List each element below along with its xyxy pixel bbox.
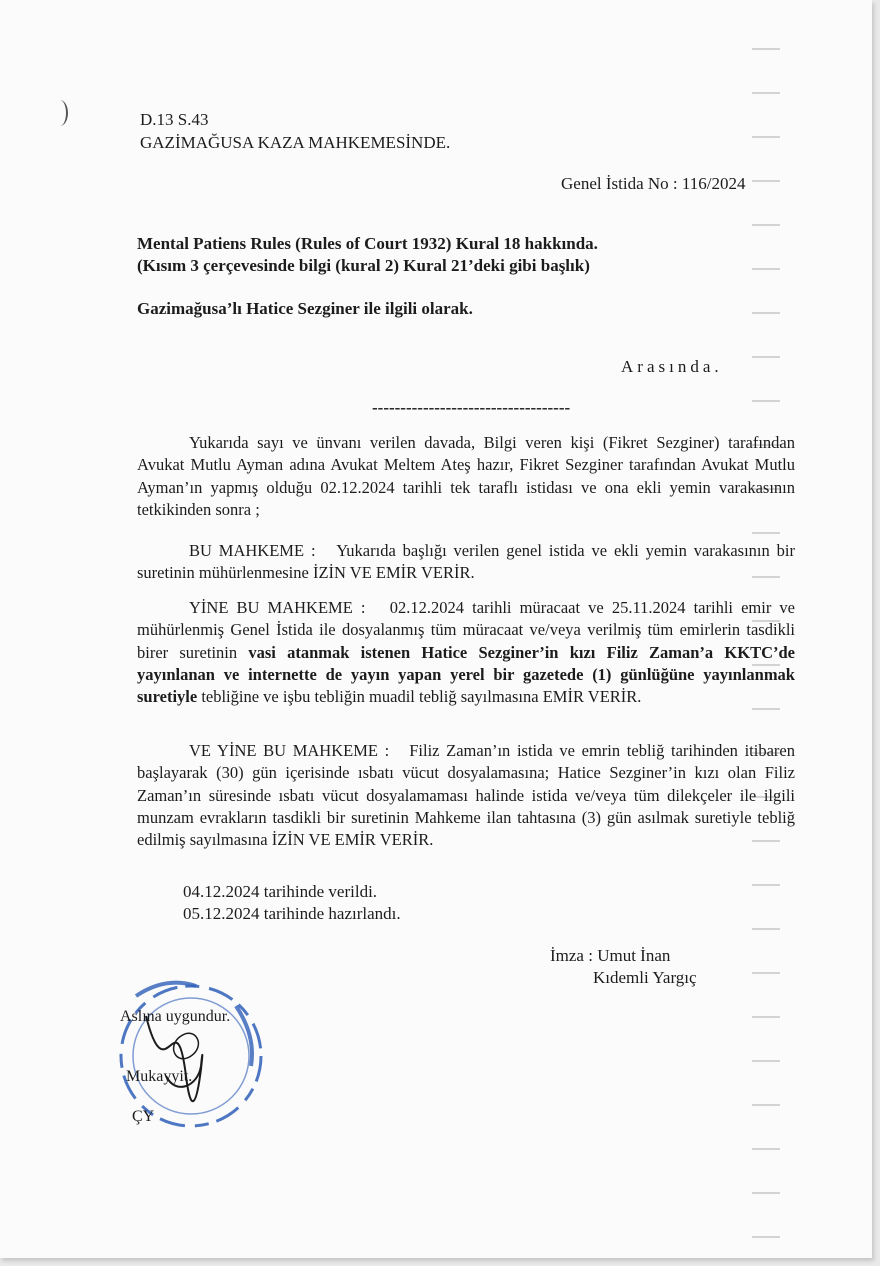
paragraph-3 xyxy=(137,597,795,708)
paragraph-4-text: Filiz Zaman’ın istida ve emrin tebliğ tarihinden itibaren başlayarak (30) gün içerisinde ısbatı vücut dosyalamasına; Hatice Sezginer’in kızı olan Filiz Zaman’ın süresinde ısbatı vücut dosyalamaması halinde istida ve/veya tüm dilekçeler ile ilgili munzam evrakların tasdikli bir suretinin Mahkeme ilan tahtasına (3) gün asılmak suretiyle tebliğ edilmiş sayılmasına İZİN VE EMİR VERİR. xyxy=(137,741,795,850)
paragraph-3-text-c: tebliğine ve işbu tebliğin muadil tebliğ sayılmasına EMİR VERİR. xyxy=(201,687,642,707)
paragraph-2 xyxy=(137,540,795,585)
case-reference: D.13 S.43 xyxy=(140,110,209,129)
official-stamp xyxy=(106,976,266,1136)
stamp-text-certified: Aslına uygundur. xyxy=(120,1008,231,1025)
stamp-text-initials: ÇY xyxy=(132,1108,155,1125)
application-number: Genel İstida No : 116/2024 xyxy=(561,174,746,193)
punch-hole xyxy=(52,100,68,126)
paragraph-1-text: Yukarıda sayı ve ünvanı verilen davada, Bilgi veren kişi (Fikret Sezginer) tarafından Avukat Mutlu Ayman adına Avukat Meltem Ateş hazır, Fikret Sezginer tarafından Avukat Mutlu Ayman’ın yapmış olduğu 02.12.2024 tarihli tek taraflı istidası ve ona ekli yemin varakasının tetkikinden sonra ; xyxy=(137,433,795,519)
paragraph-3-text-a: 02.12.2024 tarihli müracaat ve 25.11.2024 tarihli emir ve mühürlenmiş Genel İstida ile dosyalanmış tüm müracaat ve/veya verilmiş tüm emirlerin tasdikli birer suretinin xyxy=(137,598,795,662)
paragraph-3-text-bold: vasi atanmak istenen Hatice Sezginer’in kızı Filiz Zaman’a KKTC’de yayınlanan ve internette de yayın yapan yerel bir gazetede (1) günlüğüne yayınlanmak suretiyle xyxy=(137,642,795,707)
stamp-seal-icon xyxy=(106,976,266,1136)
title-line-2: (Kısım 3 çerçevesinde bilgi (kural 2) Kural 21’deki gibi başlık) xyxy=(137,256,590,275)
paragraph-1 xyxy=(137,432,795,521)
paragraph-2-text: Yukarıda başlığı verilen genel istida ve ekli yemin varakasının bir suretinin mühürlenmesine İZİN VE EMİR VERİR. xyxy=(137,541,795,583)
paragraph-4 xyxy=(137,740,795,851)
subject-line: Gazimağusa’lı Hatice Sezginer ile ilgili olarak. xyxy=(137,299,473,318)
court-name: GAZİMAĞUSA KAZA MAHKEMESİNDE. xyxy=(140,133,451,152)
signature-name: İmza : Umut İnan xyxy=(550,946,671,965)
paragraph-3-label: YİNE BU MAHKEME : xyxy=(189,598,366,617)
title-line-1: Mental Patiens Rules (Rules of Court 1932) Kural 18 hakkında. xyxy=(137,234,598,253)
divider-line: ----------------------------------- xyxy=(372,398,571,417)
between-label: Arasında. xyxy=(621,357,723,376)
date-given: 04.12.2024 tarihinde verildi. xyxy=(183,882,378,901)
stamp-text-registrar: Mukayyit. xyxy=(126,1068,193,1085)
date-prepared: 05.12.2024 tarihinde hazırlandı. xyxy=(183,904,401,923)
paragraph-4-label: VE YİNE BU MAHKEME : xyxy=(189,741,390,760)
signature-title: Kıdemli Yargıç xyxy=(593,968,697,987)
paragraph-2-label: BU MAHKEME : xyxy=(189,541,316,560)
